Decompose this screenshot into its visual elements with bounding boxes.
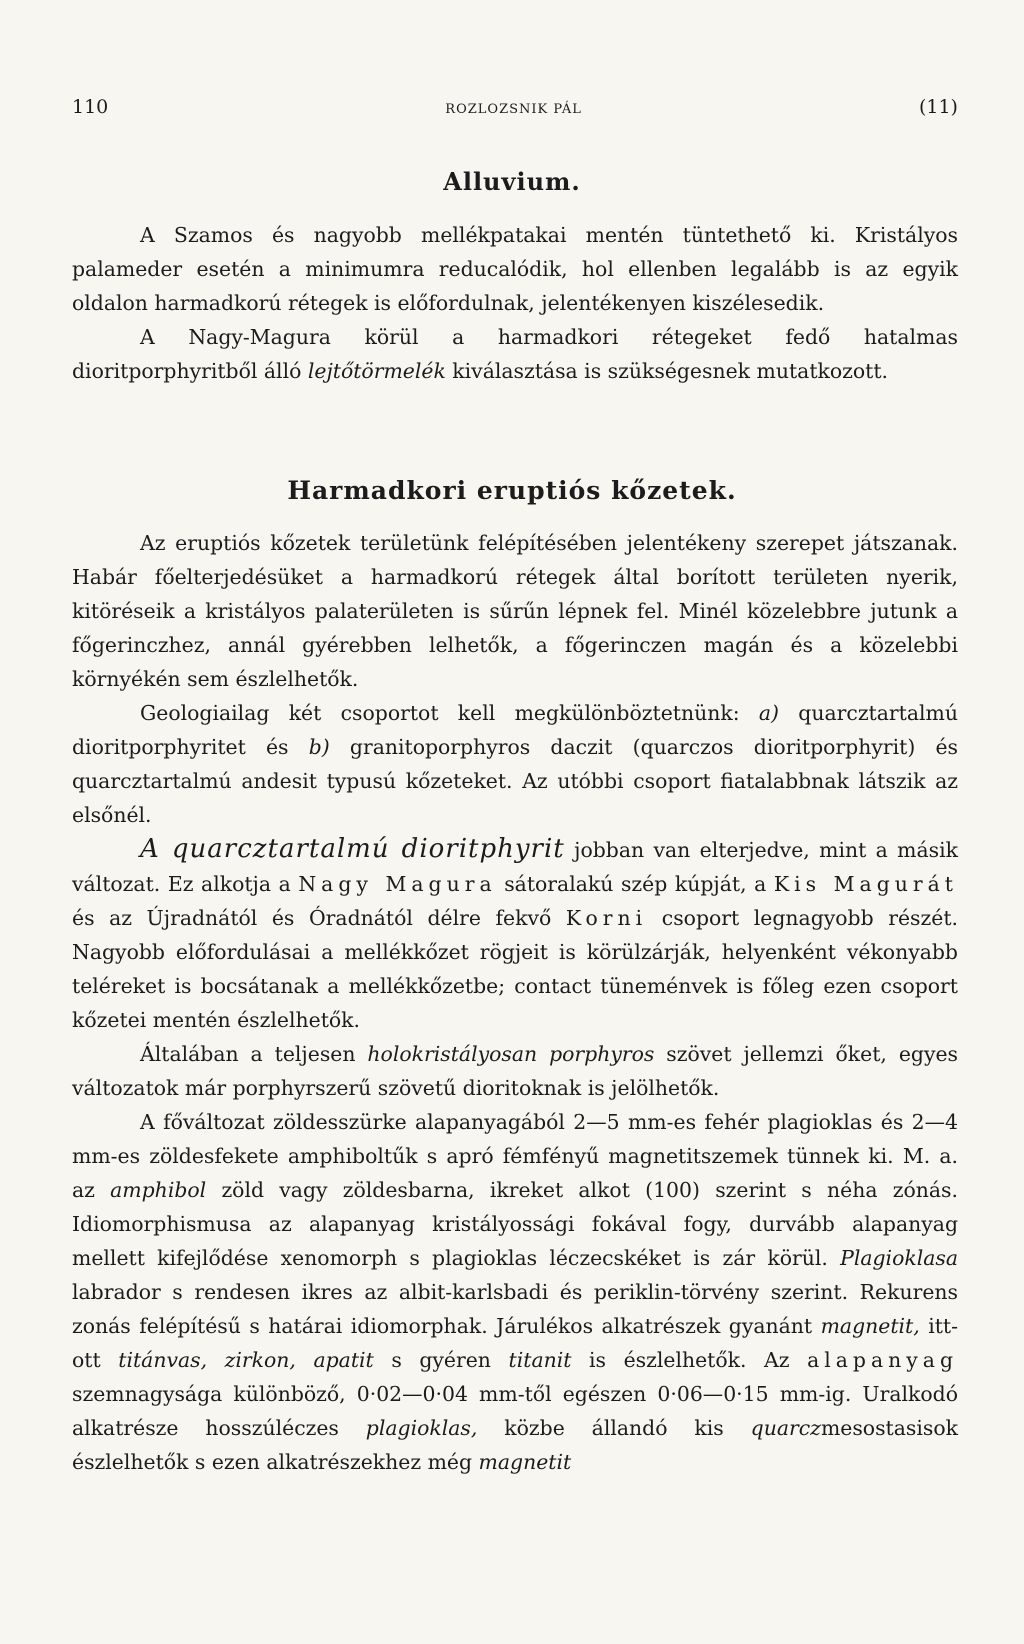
paragraph-text: A főváltozat zöldesszürke alapanyagából 2—5 mm-es fehér plagioklas és 2—4 mm-es zöldesfekete amphiboltűk s apró fémfényű magnetitszemek tünnek ki. M. a. az <box>72 1110 958 1202</box>
paragraph <box>72 320 958 388</box>
paragraph-text: sátoralakú szép kúpját, a <box>496 872 774 896</box>
paragraph <box>72 218 958 320</box>
subsection-heading: A quarcztartalmú dioritphyrit <box>140 834 565 864</box>
paragraph-text: labrador s rendesen ikres az albit-karlsbadi és periklin-törvény szerint. Rekurens zonás felépítésű s határai idiomorphak. Járulékos alkatrészek gyanánt <box>72 1280 958 1338</box>
page-number: 110 <box>72 96 109 118</box>
paragraph-text: granitoporphyros daczit (quarczos dioritporphyrit) és quarcztartalmú andesit typusú kőzeteket. Az utóbbi csoport fiatalabbnak látszik az elsőnél. <box>72 735 958 827</box>
spaced-term: Kis Magurát <box>773 872 958 896</box>
italic-term: amphibol <box>110 1178 207 1202</box>
italic-term: magnetit <box>478 1450 572 1474</box>
paragraph-text: Az eruptiós kőzetek területünk felépítésében jelentékeny szerepet játszanak. Habár főelterjedésüket a harmadkorú rétegek által borított területen nyerik, kitöréseik a kristályos palaterületen is sűrűn lépnek fel. Minél közelebbre jutunk a főgerinczhez, annál gyérebben lelhetők, a főgerinczen magán és a közelebbi környékén sem észlelhetők. <box>72 531 958 691</box>
italic-term: plagioklas, <box>365 1416 478 1440</box>
italic-term: quarcz <box>750 1416 821 1440</box>
paragraph <box>72 1037 958 1105</box>
paragraph-text: Általában a teljesen <box>140 1042 368 1066</box>
spaced-term: Korni <box>565 906 648 930</box>
paragraph-text: kiválasztása is szükségesnek mutatkozott. <box>445 359 889 383</box>
italic-term: titanit <box>508 1348 572 1372</box>
paragraph-text: zöld vagy zöldesbarna, ikreket alkot (100) szerint s néha zónás. Idiomorphismusa az alapanyag kristályossági fokával fogy, durvább alapanyag mellett kifejlődése xenomorph s plagioklas léczecskéket is zár körül. <box>72 1178 958 1270</box>
paragraph-text: s gyéren <box>373 1348 509 1372</box>
running-title: ROZLOZSNIK PÁL <box>445 102 582 117</box>
page-header <box>72 96 958 118</box>
paragraph <box>72 832 958 1037</box>
italic-term: magnetit, <box>820 1314 920 1338</box>
section-ref: (11) <box>918 96 958 118</box>
section-title-alluvium: Alluvium. <box>443 167 581 196</box>
italic-term: b) <box>308 735 330 759</box>
paragraph-text: A Nagy-Magura körül a harmadkori rétegeket fedő hatalmas dioritporphyritből álló <box>72 325 958 383</box>
paragraph-text: mesostasisok észlelhetők s ezen alkatrészekhez még <box>72 1416 958 1474</box>
paragraph-text: is észlelhetők. Az <box>571 1348 808 1372</box>
paragraph-text: Geologiailag két csoportot kell megkülönböztetnünk: <box>140 701 759 725</box>
italic-term: lejtőtörmelék <box>307 359 446 383</box>
spaced-term: alapanyag <box>807 1348 958 1372</box>
paragraph-text: és az Újradnától és Óradnától délre fekvő <box>72 906 566 930</box>
paragraph-text: jobban van elterjedve, mint a másik változat. Ez alkotja a <box>72 838 958 896</box>
section-title-eruptive-rocks: Harmadkori eruptiós kőzetek. <box>287 476 737 505</box>
paragraph-text: közbe állandó kis <box>477 1416 751 1440</box>
italic-term: holokristályosan porphyros <box>367 1042 655 1066</box>
eruptive-body <box>72 526 958 1479</box>
alluvium-body <box>72 218 958 388</box>
paragraph-text: szövet jellemzi őket, egyes változatok már porphyrszerű szövetű dioritoknak is jelölhetők. <box>72 1042 958 1100</box>
spaced-term: Nagy Magura <box>298 872 497 896</box>
italic-term: a) <box>758 701 780 725</box>
paragraph-text: szemnagysága különböző, 0·02—0·04 mm-től egészen 0·06—0·15 mm-ig. Uralkodó alkatrésze hosszúléczes <box>72 1382 958 1440</box>
paragraph <box>72 526 958 696</box>
italic-term: titánvas, zirkon, apatit <box>118 1348 374 1372</box>
paragraph-text: quarcztartalmú dioritporphyritet és <box>72 701 958 759</box>
paragraph-text: A Szamos és nagyobb mellékpatakai mentén tüntethető ki. Kristályos palameder esetén a minimumra reducalódik, hol ellenben legalább is az egyik oldalon harmadkorú rétegek is előfordulnak, jelentékenyen kiszélesedik. <box>72 223 958 315</box>
paragraph-text: csoport legnagyobb részét. Nagyobb előfordulásai a mellékkőzet rögjeit is körülzárják, helyenként vékonyabb teléreket is bocsátanak a mellékkőzetbe; contact tüneménvek is főleg ezen csoport kőzetei mentén észlelhetők. <box>72 906 958 1032</box>
paragraph-text: itt-ott <box>72 1314 958 1372</box>
italic-term: Plagioklasa <box>840 1246 958 1270</box>
paragraph <box>72 696 958 832</box>
paragraph <box>72 1105 958 1479</box>
